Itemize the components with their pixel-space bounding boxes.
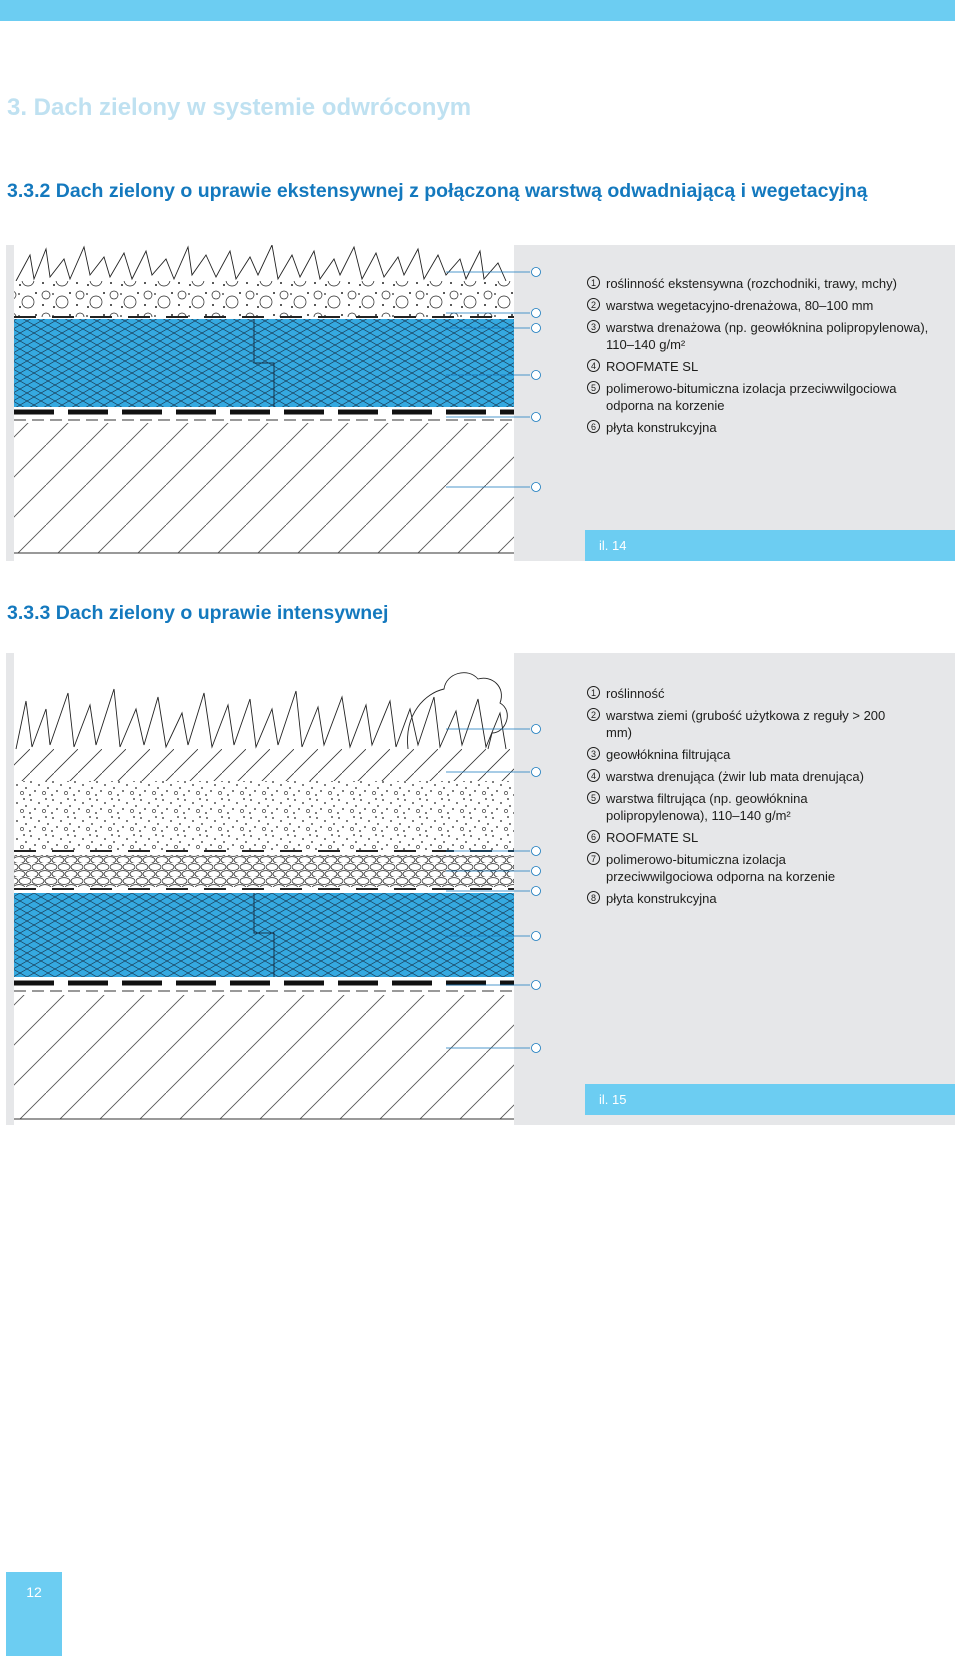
legend-item: [587, 275, 932, 292]
item-number: 6: [587, 420, 600, 433]
item-number: 7: [587, 852, 600, 865]
legend-item: [587, 419, 932, 436]
legend-text: ROOFMATE SL: [606, 830, 699, 845]
legend-item: [587, 790, 887, 824]
roof-section-diagram-extensive: [6, 245, 566, 561]
top-accent-bar: [0, 0, 955, 21]
item-number: 4: [587, 359, 600, 372]
legend-item: [587, 685, 887, 702]
legend-text: geowłóknina filtrująca: [606, 747, 731, 762]
page-number: 12: [26, 1584, 42, 1600]
legend-item: [587, 380, 932, 414]
legend-list-intensive: [587, 685, 887, 912]
legend-text: roślinność ekstensywna (rozchodniki, trawy, mchy): [606, 276, 897, 291]
legend-text: płyta konstrukcyjna: [606, 420, 717, 435]
legend-text: warstwa wegetacyjno-drenażowa, 80–100 mm: [606, 298, 874, 313]
section-heading-intensive: 3.3.3 Dach zielony o uprawie intensywnej: [7, 602, 389, 624]
legend-text: polimerowo-bitumiczna izolacja przeciwwilgociowa odporna na korzenie: [606, 852, 836, 884]
legend-item: [587, 851, 887, 885]
item-number: 2: [587, 298, 600, 311]
legend-item: [587, 707, 887, 741]
roof-section-diagram-intensive: [6, 653, 566, 1125]
legend-item: [587, 358, 932, 375]
chapter-title: 3. Dach zielony w systemie odwróconym: [7, 94, 472, 121]
figure-panel-extensive: [6, 245, 955, 561]
figure-caption: il. 15: [585, 1084, 955, 1115]
item-number: 3: [587, 747, 600, 760]
legend-item: [587, 829, 887, 846]
item-number: 4: [587, 769, 600, 782]
legend-item: [587, 319, 932, 353]
figure-panel-intensive: [6, 653, 955, 1125]
section-heading-extensive: 3.3.2 Dach zielony o uprawie ekstensywnej z połączoną warstwą odwadniającą i wegetacyjną: [7, 180, 868, 202]
legend-text: polimerowo-bitumiczna izolacja przeciwwilgociowa odporna na korzenie: [606, 381, 897, 413]
item-number: 6: [587, 830, 600, 843]
legend-item: [587, 768, 887, 785]
legend-item: [587, 746, 887, 763]
item-number: 3: [587, 320, 600, 333]
legend-item: [587, 890, 887, 907]
legend-list-extensive: [587, 275, 932, 441]
item-number: 1: [587, 276, 600, 289]
legend-text: warstwa drenażowa (np. geowłóknina polipropylenowa), 110–140 g/m²: [606, 320, 929, 352]
page-number-box: [6, 1572, 62, 1656]
legend-text: warstwa drenująca (żwir lub mata drenująca): [606, 769, 864, 784]
legend-text: płyta konstrukcyjna: [606, 891, 717, 906]
item-number: 8: [587, 891, 600, 904]
item-number: 1: [587, 686, 600, 699]
item-number: 2: [587, 708, 600, 721]
legend-text: warstwa ziemi (grubość użytkowa z reguły > 200 mm): [606, 708, 886, 740]
item-number: 5: [587, 791, 600, 804]
item-number: 5: [587, 381, 600, 394]
legend-item: [587, 297, 932, 314]
figure-caption: il. 14: [585, 530, 955, 561]
legend-text: warstwa filtrująca (np. geowłóknina polipropylenowa), 110–140 g/m²: [606, 791, 808, 823]
legend-text: roślinność: [606, 686, 665, 701]
legend-text: ROOFMATE SL: [606, 359, 699, 374]
